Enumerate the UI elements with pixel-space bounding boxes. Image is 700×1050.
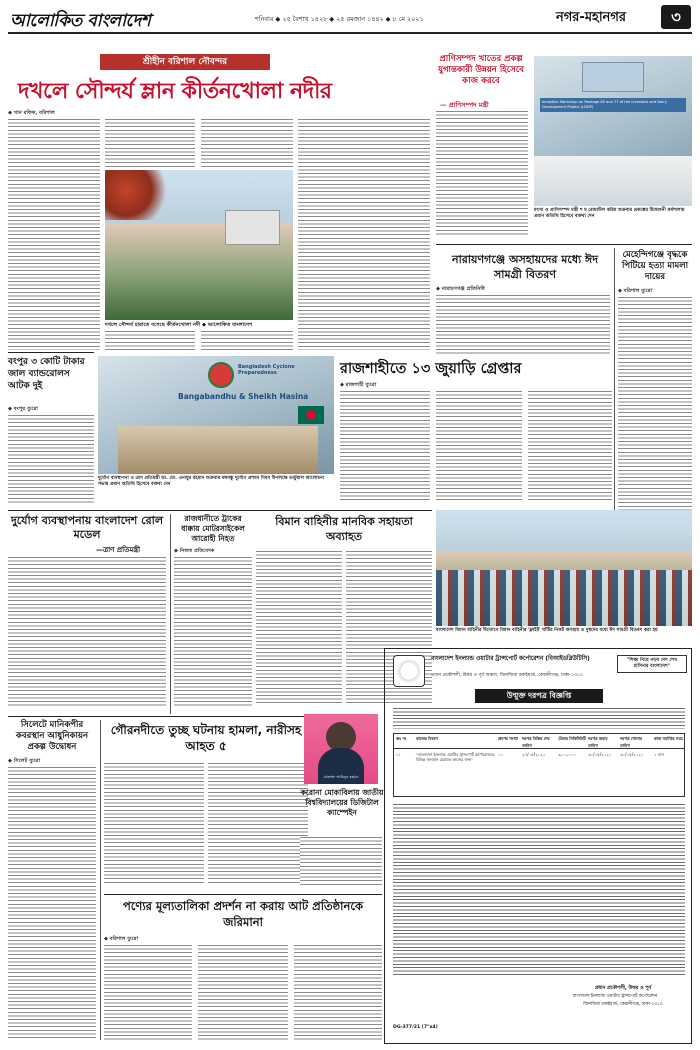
- ad-th-6: দরপত্র খোলার তারিখ: [620, 736, 642, 748]
- disaster-body: [8, 556, 166, 706]
- rule-lower: [8, 716, 308, 717]
- ad-slogan: "শিক্ষা নিয়ে গড়ব দেশ শেখ হাসিনার বাংলাদেশ": [617, 655, 687, 673]
- ad-td-6: ৩০/০৫/২০২১: [620, 752, 644, 757]
- gouranadi-body-col2: [208, 762, 308, 884]
- rajshahi-byline: ◆ রাজশাহী ব্যুরো: [340, 382, 377, 388]
- ad-org: বাংলাদেশ ইনল্যান্ড ওয়াটার ট্রান্সপোর্ট কর্পোরেশন (বিআইডব্লিউটিসি): [431, 656, 590, 662]
- date-line: শনিবার ◆ ২৫ বৈশাখ ১৪২৮ ◆ ২৫ রমজান ১৪৪২ ◆ ৮ মে ২০২১: [255, 15, 424, 23]
- bongpur-headline: বংপুর ৩ কোটি টাকার জাল ব্যান্ডরোলস আটক দুই: [8, 357, 85, 391]
- section-title: নগর-মহানগর: [556, 10, 627, 25]
- lead-body-col4: [298, 118, 430, 350]
- ad-th-2: গ্রুপের সংখ্যা: [498, 736, 518, 741]
- ad-td-2: ০১: [498, 752, 504, 757]
- bongpur-story: [8, 356, 94, 506]
- lead-body-col3b: [201, 330, 293, 350]
- rajshahi-headline: রাজশাহীতে ১৩ জুয়াড়ি গ্রেপ্তার: [340, 361, 522, 377]
- disaster-headline: দুর্যোগ ব্যবস্থাপনায় বাংলাদেশ রোল মডেল: [10, 514, 164, 541]
- ad-title: উন্মুক্ত দরপত্র বিজ্ঞপ্তি: [475, 689, 603, 703]
- ad-dg-no: DG-377/21 (7"x4): [393, 1025, 438, 1030]
- price-body-col1: [104, 944, 192, 1042]
- rule-gour-left: [100, 720, 101, 1040]
- truck-story: [174, 514, 252, 714]
- minister-headline: প্রাণিসম্পদ খাতের প্রকল্প যুগান্তকারী উন্নয়ন হিসেবে কাজ করবে: [438, 54, 524, 86]
- narayanganj-story: [436, 248, 610, 358]
- cyclone-logo: [208, 362, 234, 388]
- ad-th-1: কাজের বিবরণ: [416, 736, 438, 741]
- lead-headline: দখলে সৌন্দর্য ম্লান কীর্তনখোলা নদীর: [18, 79, 332, 104]
- flag-circle: [306, 410, 316, 420]
- disaster-sub: —ত্রাণ প্রতিমন্ত্রী: [96, 546, 141, 554]
- rajshahi-story: [340, 358, 612, 508]
- podium: [118, 426, 318, 474]
- lead-caption: দখলে সৌন্দর্য হারাতে বসেছে কীর্তনখোলা নদী ◆ আলোকিত বাংলাদেশ: [105, 322, 253, 328]
- lead-byline: ◆ খান রফিক, বরিশাল: [8, 110, 55, 116]
- lead-kicker: শ্রীহীন বরিশাল নৌবন্দর: [100, 54, 270, 70]
- lead-body-col2: [105, 118, 195, 168]
- meher-byline: ◆ বরিশাল ব্যুরো: [618, 288, 653, 294]
- narayanganj-body: [436, 294, 610, 356]
- ad-th-3: দরপত্র বিক্রির শেষ তারিখ: [522, 736, 550, 748]
- ad-signatory3: জিনজিরা ডকইয়ার্ড, কেরানীগঞ্জ, ঢাকা-১৩১০: [583, 1002, 663, 1007]
- rule-minister-bottom: [436, 244, 692, 245]
- bangabandhu-caption: দুর্যোগ ব্যবস্থাপনা ও ত্রাণ প্রতিমন্ত্রী ডা. মো. এনামুর রহমান শুক্রবার বঙ্গবন্ধু দুর্যোগ প্রশমন দিবস উপলক্ষে ভার্চুয়াল আলোচনা সভায় প্রধান অতিথি হিসেবে বক্তব্য দেন: [98, 476, 325, 487]
- airforce-photo: [436, 510, 692, 626]
- rajshahi-body-col2: [436, 390, 522, 502]
- lead-body-col2b: [105, 330, 195, 350]
- crowd: [436, 570, 692, 626]
- tree-foliage: [105, 170, 175, 220]
- rule-mid: [8, 510, 432, 511]
- ad-td-5: ৩০/০৫/২০২১: [588, 752, 612, 757]
- truck-byline: ◆ নিজস্ব প্রতিবেদক: [174, 548, 215, 554]
- truck-body: [174, 556, 252, 706]
- bangabandhu-photo: [98, 356, 334, 474]
- price-headline: পণ্যের মূল্যতালিকা প্রদর্শন না করায় আট প্রতিষ্ঠানকে জরিমানা: [122, 899, 364, 929]
- ad-signatory: প্রধান প্রকৌশলী, উত্তর ও পূর্ব: [594, 986, 652, 991]
- newspaper-logo: আলোকিত বাংলাদেশ: [10, 11, 151, 31]
- river-photo: [105, 170, 293, 320]
- corona-headline: করোনা মোকাবিলায় জাতীয় বিশ্ববিদ্যালয়ের ডিজিটাল ক্যাম্পেইন: [300, 788, 384, 817]
- bangabandhu-feature: [98, 356, 334, 510]
- price-story: [104, 898, 382, 1044]
- sylhet-story: [8, 720, 96, 1040]
- sylhet-body: [8, 766, 96, 1038]
- price-byline: ◆ বরিশাল ব্যুরো: [104, 936, 139, 942]
- gouranadi-body-col1: [104, 762, 204, 884]
- portrait-frames: [582, 62, 644, 92]
- flag: [298, 406, 324, 424]
- masthead: [0, 0, 700, 44]
- ad-table-divider: [394, 748, 684, 749]
- ad-terms: [393, 803, 685, 975]
- ad-td-0: ১।: [396, 752, 401, 757]
- rule-bongpur-top: [8, 352, 94, 353]
- lead-body-col1: [8, 118, 100, 350]
- bangabandhu-banner-text: Bangabandhu & Sheikh Hasina: [178, 392, 309, 401]
- lead-body-col3: [201, 118, 293, 168]
- airforce-headline: বিমান বাহিনীর মানবিক সহায়তা অব্যাহত: [275, 515, 413, 543]
- ad-th-7: কাজ সমাপ্তির সময়: [654, 736, 683, 741]
- rule-truck-left: [170, 514, 171, 714]
- ad-td-4: ৩,০০,০০০: [558, 752, 577, 757]
- bongpur-body: [8, 414, 94, 504]
- narayanganj-headline: নারায়ণগঞ্জে অসহায়দের মধ্যে ঈদ সামগ্রী বিতরণ: [452, 253, 598, 281]
- rajshahi-body-col3: [528, 390, 612, 502]
- ad-td-1: "বাংলাদেশ ইনল্যান্ড ওয়াটার ট্রান্সপোর্ট কর্পোরেশনের বিভিন্ন জলযান মেরামত কাজের জন্য": [416, 752, 495, 762]
- cyclone-logo-text: Bangladesh Cyclone Preparedness: [238, 364, 295, 376]
- airforce-body-col1: [256, 550, 342, 706]
- rule-price-top: [104, 894, 382, 895]
- ad-td-7: ১ মাস: [654, 752, 664, 757]
- minister-caption: মৎস্য ও প্রাণিসম্পদ মন্ত্রী শ ম রেজাউল করিম শুক্রবার প্রকল্পের উদ্বোধনী কর্মশালায় প্রধান অতিথি হিসেবে বক্তব্য দেন: [534, 208, 685, 219]
- masthead-rule: [8, 32, 692, 34]
- ad-table: [393, 733, 685, 797]
- ad-intro: [393, 707, 685, 729]
- bongpur-byline: ◆ বংপুর ব্যুরো: [8, 406, 38, 412]
- sylhet-byline: ◆ সিলেট ব্যুরো: [8, 758, 41, 764]
- airforce-caption: বাংলাদেশ বিমান বাহিনীর উদ্যোগে বিমান বাহিনীর 'ফ্লাইট' ঘাঁটির নিকট অসহায় ও দুস্থদের মধ্যে ঈদ সামগ্রী বিতরণ করা হয়: [436, 628, 658, 633]
- narayanganj-byline: ◆ নারায়ণগঞ্জ প্রতিনিধি: [436, 286, 485, 292]
- corona-body: [300, 836, 382, 886]
- page-number: ৩: [661, 5, 691, 29]
- ad-th-4: টেন্ডার সিকিউরিটি: [558, 736, 586, 741]
- corona-story: [300, 712, 382, 890]
- disaster-story: [8, 514, 166, 714]
- building: [225, 210, 280, 245]
- minister-sub: — প্রাণিসম্পদ মন্ত্রী: [440, 101, 489, 109]
- corona-photo: [304, 714, 378, 784]
- gouranadi-headline: গৌরনদীতে তুচ্ছ ঘটনায় হামলা, নারীসহ আহত ৫: [110, 723, 302, 753]
- price-body-col2: [198, 944, 288, 1042]
- rajshahi-body-col1: [340, 390, 430, 502]
- gouranadi-story: [104, 722, 308, 892]
- lead-story: [8, 54, 430, 364]
- ad-th-5: দরপত্র জমার তারিখ: [588, 736, 608, 748]
- ad-signatory2: বাংলাদেশ ইনল্যান্ড ওয়াটার ট্রান্সপোর্ট কর্পোরেশন: [572, 994, 658, 999]
- ad-org2: প্রধান প্রকৌশলী, উত্তর ও পূর্ব অঞ্চল, জিনজিরা ডকইয়ার্ড, কেরানীগঞ্জ, ঢাকা-১৩১০: [431, 673, 584, 678]
- sylhet-headline: সিলেটে মানিকপীর কবরস্থান আধুনিকায়ন প্রকল্প উদ্বোধন: [15, 720, 89, 752]
- head-table: [534, 156, 692, 206]
- meher-body: [618, 296, 692, 528]
- ad-logo: [393, 655, 425, 687]
- price-body-col3: [294, 944, 382, 1042]
- minister-body: [436, 110, 528, 236]
- workshop-banner: Inception Workshop on Package 65 and 77 of the Livestock and Dairy Development Project (LDDP): [540, 98, 686, 112]
- corona-photo-label: মোহাম্মদ আরিফুর রহমান: [323, 775, 359, 779]
- truck-headline: রাজধানীতে ট্রাকের ধাক্কায় মোটরসাইকেল আরোহী নিহত: [181, 514, 245, 543]
- minister-photo: [534, 56, 692, 206]
- meher-headline: মেহেন্দিগঞ্জে বৃদ্ধকে পিটিয়ে হত্যা মামলা দায়ের: [621, 250, 689, 282]
- ad-td-3: ২৭/০৫/২০২১: [522, 752, 546, 757]
- ad-th-0: ক্রঃ নং: [396, 736, 407, 741]
- minister-story: [436, 54, 692, 244]
- tender-ad: [384, 648, 692, 1044]
